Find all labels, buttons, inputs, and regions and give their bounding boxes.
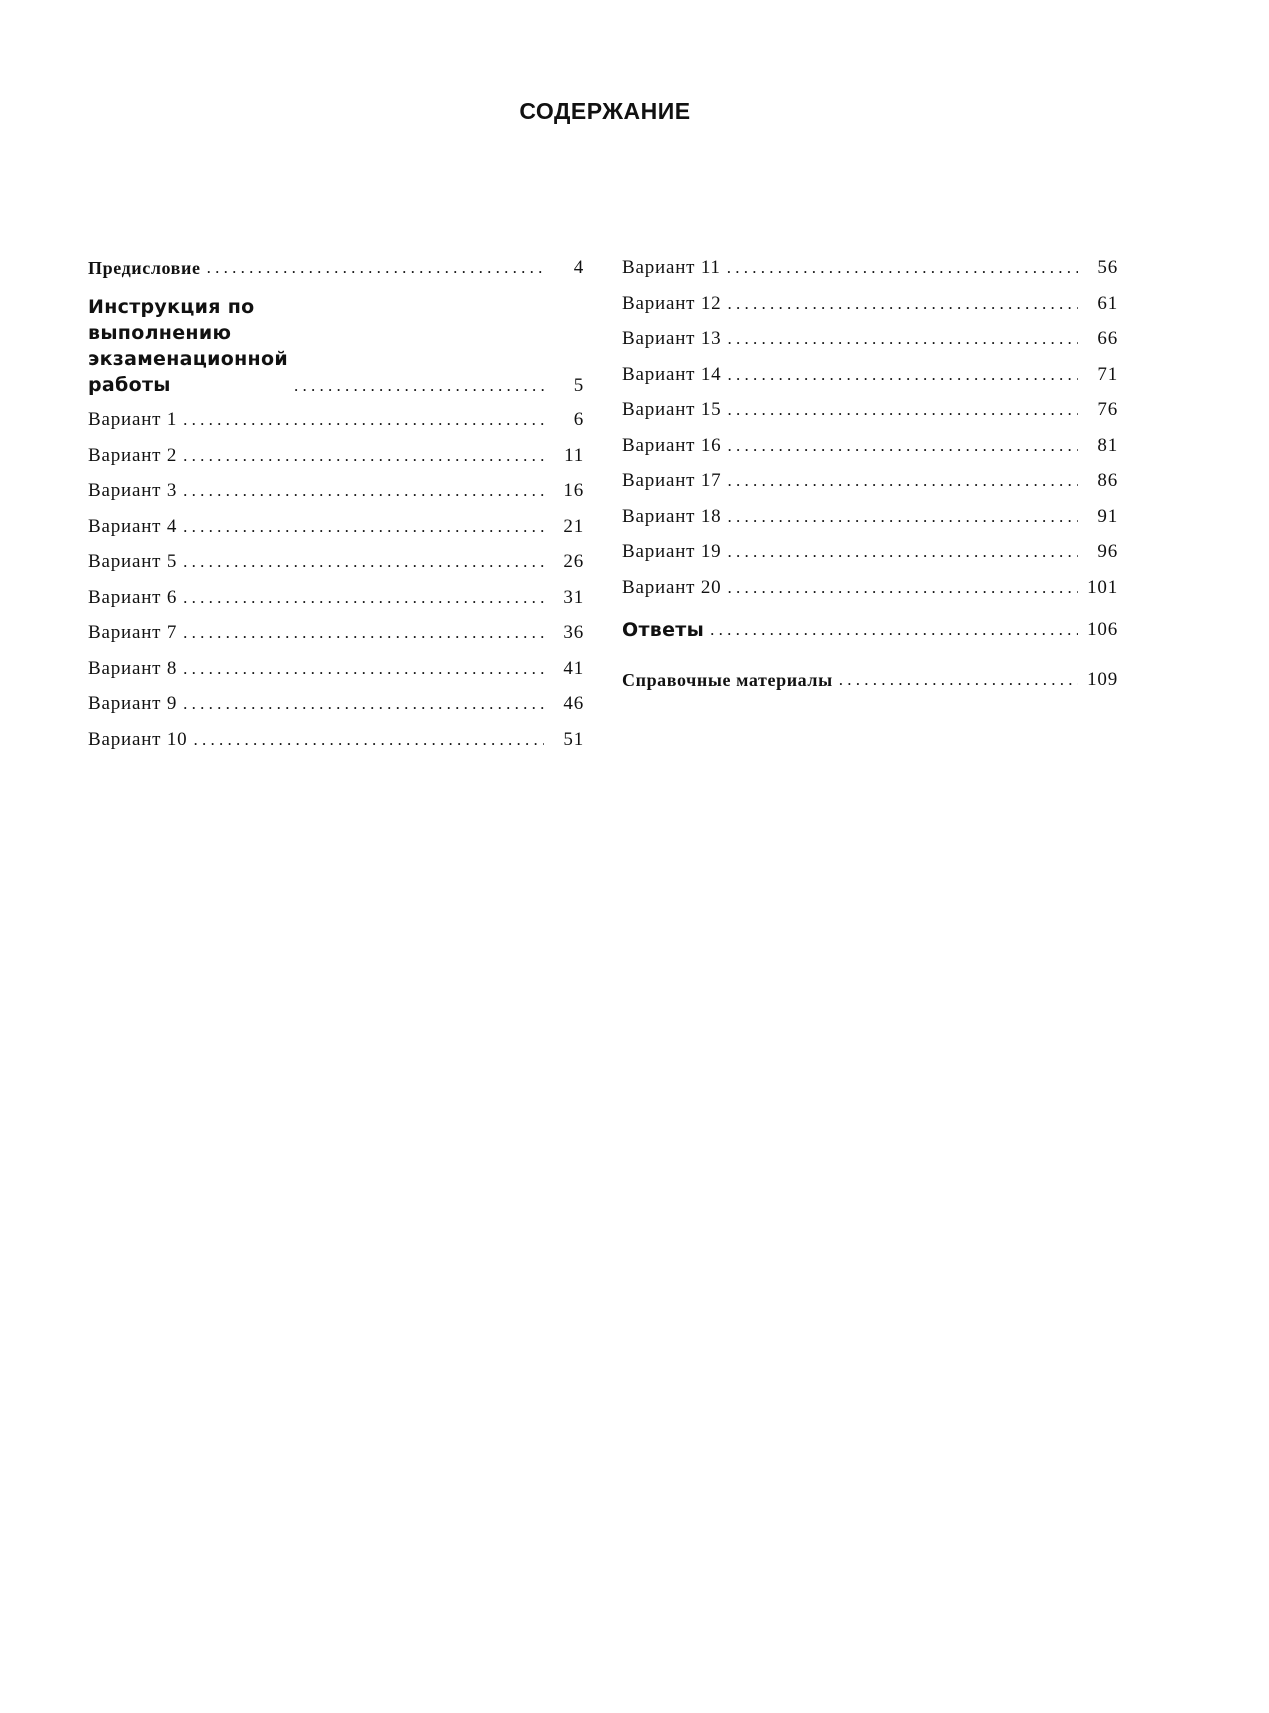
toc-entry-label: Вариант 6 bbox=[88, 586, 178, 608]
dot-leader bbox=[183, 479, 544, 503]
toc-entry-page: 96 bbox=[1097, 541, 1118, 562]
toc-entry-page: 66 bbox=[1097, 328, 1118, 349]
dot-leader bbox=[294, 374, 544, 398]
toc-entry-variant-3[interactable] bbox=[88, 479, 584, 503]
toc-entry-page: 91 bbox=[1097, 505, 1118, 527]
toc-entry-page: 61 bbox=[1097, 292, 1118, 314]
toc-entry-variant-6[interactable] bbox=[88, 586, 584, 610]
toc-entry-label: Ответы bbox=[622, 618, 705, 641]
toc-entry-variant-12[interactable] bbox=[622, 292, 1118, 316]
dot-leader bbox=[183, 515, 544, 539]
toc-entry-label: Вариант 2 bbox=[88, 444, 178, 466]
dot-leader bbox=[207, 256, 544, 280]
toc-entry-instructions[interactable] bbox=[88, 294, 584, 398]
toc-entry-page: 76 bbox=[1097, 399, 1118, 420]
toc-entry-page: 46 bbox=[563, 693, 584, 714]
dot-leader bbox=[183, 657, 544, 681]
toc-entry-page: 4 bbox=[573, 257, 584, 278]
toc-entry-page: 41 bbox=[563, 657, 584, 679]
toc-entry-label: Вариант 14 bbox=[622, 363, 722, 385]
toc-entry-variant-11[interactable] bbox=[622, 256, 1118, 280]
toc-entry-variant-20[interactable] bbox=[622, 576, 1118, 600]
toc-entry-page: 106 bbox=[1087, 618, 1118, 640]
toc-entry-label: Вариант 13 bbox=[622, 328, 722, 349]
toc-entry-page: 81 bbox=[1097, 434, 1118, 456]
dot-leader bbox=[727, 363, 1078, 387]
toc-entry-page: 31 bbox=[563, 586, 584, 608]
toc-entry-variant-19[interactable] bbox=[622, 540, 1118, 564]
toc-entry-variant-10[interactable] bbox=[88, 728, 584, 752]
toc-entry-label: Вариант 10 bbox=[88, 728, 188, 750]
page-title: СОДЕРЖАНИЕ bbox=[519, 98, 691, 124]
toc-entry-preface[interactable] bbox=[88, 256, 584, 280]
dot-leader bbox=[727, 576, 1078, 600]
dot-leader bbox=[727, 434, 1078, 458]
toc-entry-label: Вариант 20 bbox=[622, 576, 722, 598]
toc-entry-page: 86 bbox=[1097, 470, 1118, 491]
toc-entry-label-line1: Инструкция по выполнению bbox=[88, 296, 255, 344]
toc-entry-variant-8[interactable] bbox=[88, 657, 584, 681]
toc-entry-variant-15[interactable] bbox=[622, 398, 1118, 422]
toc-entry-variant-1[interactable] bbox=[88, 408, 584, 432]
toc-entry-page: 51 bbox=[563, 728, 584, 750]
toc-entry-label-line2: экзаменационной работы bbox=[88, 348, 288, 396]
toc-entry-page: 5 bbox=[573, 375, 584, 396]
toc-entry-variant-18[interactable] bbox=[622, 505, 1118, 529]
toc-entry-page: 71 bbox=[1097, 363, 1118, 385]
toc-entry-reference-materials[interactable] bbox=[622, 668, 1118, 692]
toc-entry-label: Вариант 7 bbox=[88, 622, 178, 643]
toc-entry-label: Вариант 1 bbox=[88, 409, 178, 430]
toc-entry-page: 36 bbox=[563, 622, 584, 643]
toc-entry-answers[interactable] bbox=[622, 618, 1118, 642]
dot-leader bbox=[727, 327, 1078, 351]
toc-entry-label: Вариант 5 bbox=[88, 551, 178, 572]
toc-entry-page: 6 bbox=[573, 409, 584, 430]
toc-entry-variant-9[interactable] bbox=[88, 692, 584, 716]
toc-entry-label: Вариант 8 bbox=[88, 657, 178, 679]
toc-left-column bbox=[88, 256, 584, 763]
toc-entry-page: 56 bbox=[1097, 257, 1118, 278]
toc-entry-variant-17[interactable] bbox=[622, 469, 1118, 493]
dot-leader bbox=[183, 444, 544, 468]
toc-entry-label bbox=[88, 294, 288, 398]
dot-leader bbox=[727, 256, 1078, 280]
toc-entry-label: Предисловие bbox=[88, 258, 201, 278]
dot-leader bbox=[183, 692, 544, 716]
toc-entry-variant-4[interactable] bbox=[88, 515, 584, 539]
dot-leader bbox=[183, 621, 544, 645]
toc-right-column bbox=[622, 256, 1118, 703]
toc-entry-variant-14[interactable] bbox=[622, 363, 1118, 387]
dot-leader bbox=[193, 728, 544, 752]
toc-entry-page: 11 bbox=[564, 444, 584, 466]
toc-entry-variant-7[interactable] bbox=[88, 621, 584, 645]
toc-entry-page: 101 bbox=[1087, 576, 1118, 598]
toc-entry-label: Вариант 18 bbox=[622, 505, 722, 527]
dot-leader bbox=[183, 586, 544, 610]
dot-leader bbox=[710, 618, 1078, 642]
toc-entry-variant-2[interactable] bbox=[88, 444, 584, 468]
toc-entry-label: Вариант 3 bbox=[88, 480, 178, 501]
dot-leader bbox=[727, 505, 1078, 529]
toc-entry-page: 16 bbox=[563, 480, 584, 501]
dot-leader bbox=[727, 469, 1078, 493]
toc-entry-label: Справочные материалы bbox=[622, 669, 833, 690]
toc-entry-label: Вариант 11 bbox=[622, 257, 721, 278]
toc-entry-label: Вариант 9 bbox=[88, 693, 178, 714]
toc-entry-variant-13[interactable] bbox=[622, 327, 1118, 351]
toc-entry-page: 26 bbox=[563, 551, 584, 572]
dot-leader bbox=[183, 550, 544, 574]
dot-leader bbox=[727, 398, 1078, 422]
toc-entry-label: Вариант 15 bbox=[622, 399, 722, 420]
toc-entry-label: Вариант 4 bbox=[88, 515, 178, 537]
toc-entry-variant-5[interactable] bbox=[88, 550, 584, 574]
toc-entry-label: Вариант 19 bbox=[622, 541, 722, 562]
toc-entry-label: Вариант 17 bbox=[622, 470, 722, 491]
toc-entry-label: Вариант 12 bbox=[622, 292, 722, 314]
toc-entry-label: Вариант 16 bbox=[622, 434, 722, 456]
toc-entry-variant-16[interactable] bbox=[622, 434, 1118, 458]
toc-entry-page: 109 bbox=[1087, 668, 1118, 690]
dot-leader bbox=[727, 292, 1078, 316]
dot-leader bbox=[183, 408, 544, 432]
toc-entry-page: 21 bbox=[563, 515, 584, 537]
dot-leader bbox=[839, 668, 1078, 692]
dot-leader bbox=[727, 540, 1078, 564]
